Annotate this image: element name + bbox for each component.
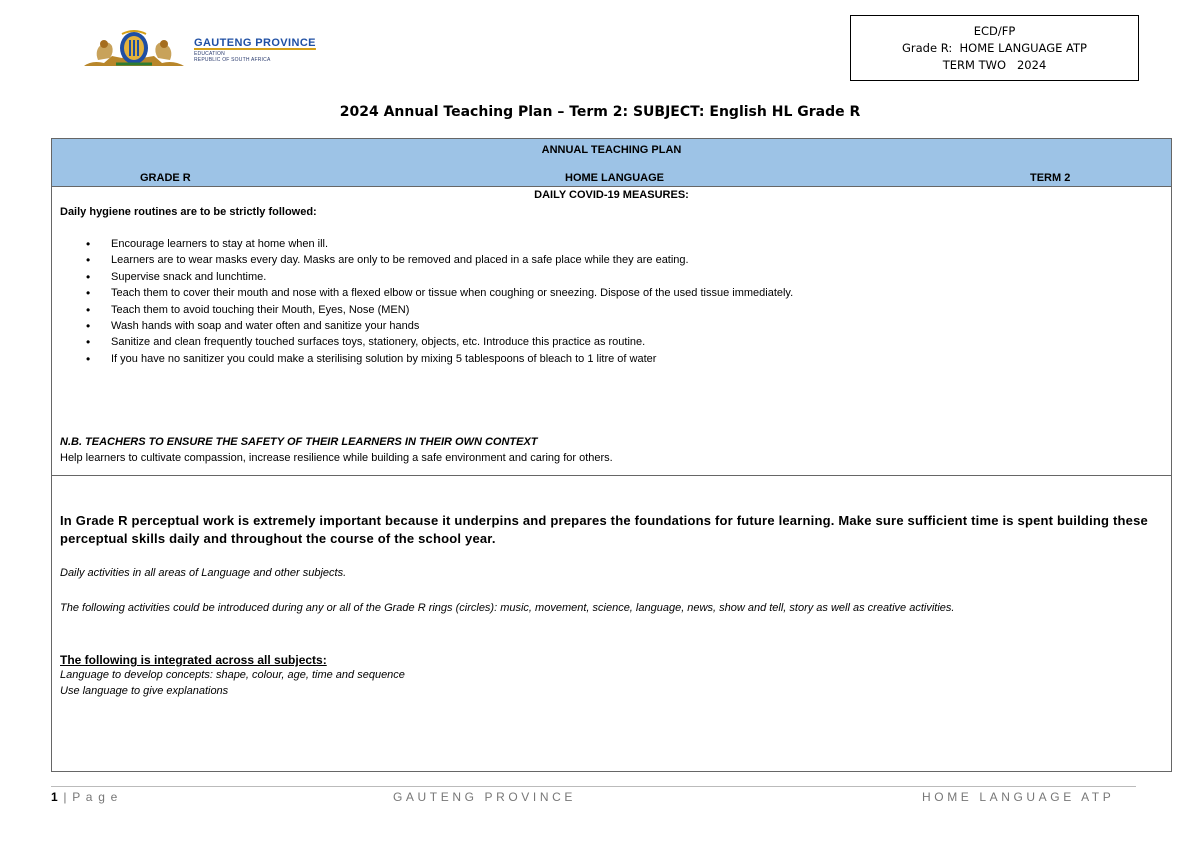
list-item: • Wash hands with soap and water often and sanitize your hands <box>52 318 793 334</box>
footer-divider <box>51 786 1136 787</box>
covid-bullet-list <box>52 236 793 367</box>
footer-page-number <box>51 790 118 804</box>
list-item: • Teach them to cover their mouth and nose with a flexed elbow or tissue when coughing or sneezing. Dispose of the used tissue immediately. <box>52 285 793 301</box>
list-item: • Supervise snack and lunchtime. <box>52 269 793 285</box>
covid-measures-section <box>52 187 1171 476</box>
covid-title: DAILY COVID-19 MEASURES: <box>534 189 689 201</box>
list-item: • Encourage learners to stay at home when ill. <box>52 236 793 252</box>
logo-subtitle: EDUCATION <box>194 50 225 57</box>
integrated-item-2: Use language to give explanations <box>60 685 229 697</box>
list-item: • Learners are to wear masks every day. Masks are only to be removed and placed in a safe place while they are eating. <box>52 252 793 268</box>
page-number: 1 <box>51 790 59 804</box>
plan-header-term: TERM 2 <box>1030 172 1071 184</box>
compassion-note: Help learners to cultivate compassion, increase resilience while building a safe environment and caring for others. <box>60 452 613 464</box>
header-line-3: TERM TWO 2024 <box>942 58 1047 72</box>
logo-name: GAUTENG PROVINCE <box>194 36 316 49</box>
plan-header-grade: GRADE R <box>140 172 191 184</box>
header-line-1: ECD/FP <box>973 24 1016 38</box>
coat-of-arms-icon <box>82 30 186 70</box>
perceptual-heading: In Grade R perceptual work is extremely important because it underpins and prepares the foundations for future learning. Make sure sufficient time is spent building these perceptual skills daily and throughout the course of the school year. <box>60 513 1148 546</box>
integrated-title: The following is integrated across all subjects: <box>60 653 327 667</box>
document-title: 2024 Annual Teaching Plan – Term 2: SUBJECT: English HL Grade R <box>339 104 861 120</box>
plan-header-title: ANNUAL TEACHING PLAN <box>541 144 682 156</box>
footer-right-text: HOME LANGUAGE ATP <box>922 790 1115 804</box>
gauteng-logo <box>82 30 372 70</box>
hygiene-intro: Daily hygiene routines are to be strictly followed: <box>60 206 317 218</box>
annual-teaching-plan-table <box>51 138 1172 772</box>
perceptual-section <box>52 476 1171 774</box>
list-item: • Teach them to avoid touching their Mouth, Eyes, Nose (MEN) <box>52 302 793 318</box>
header-line-2: Grade R: HOME LANGUAGE ATP <box>902 41 1087 55</box>
footer-center-text: GAUTENG PROVINCE <box>393 790 576 804</box>
plan-header-subject: HOME LANGUAGE <box>565 172 664 184</box>
page-label: | P a g e <box>58 790 119 804</box>
plan-header-row <box>52 139 1171 187</box>
daily-activities-text: Daily activities in all areas of Language and other subjects. <box>60 567 347 579</box>
list-item: • Sanitize and clean frequently touched surfaces toys, stationery, objects, etc. Introduce this practice as routine. <box>52 334 793 350</box>
header-info-box <box>850 15 1139 81</box>
integrated-item-1: Language to develop concepts: shape, colour, age, time and sequence <box>60 669 405 681</box>
logo-subtitle-country: REPUBLIC OF SOUTH AFRICA <box>194 56 271 63</box>
teacher-safety-note: N.B. TEACHERS TO ENSURE THE SAFETY OF THEIR LEARNERS IN THEIR OWN CONTEXT <box>60 436 538 448</box>
ring-activities-text: The following activities could be introduced during any or all of the Grade R rings (circles): music, movement, science, language, news, show and tell, story as well as creative activities. <box>60 602 955 614</box>
list-item: • If you have no sanitizer you could make a sterilising solution by mixing 5 tablespoons of bleach to 1 litre of water <box>52 351 793 367</box>
